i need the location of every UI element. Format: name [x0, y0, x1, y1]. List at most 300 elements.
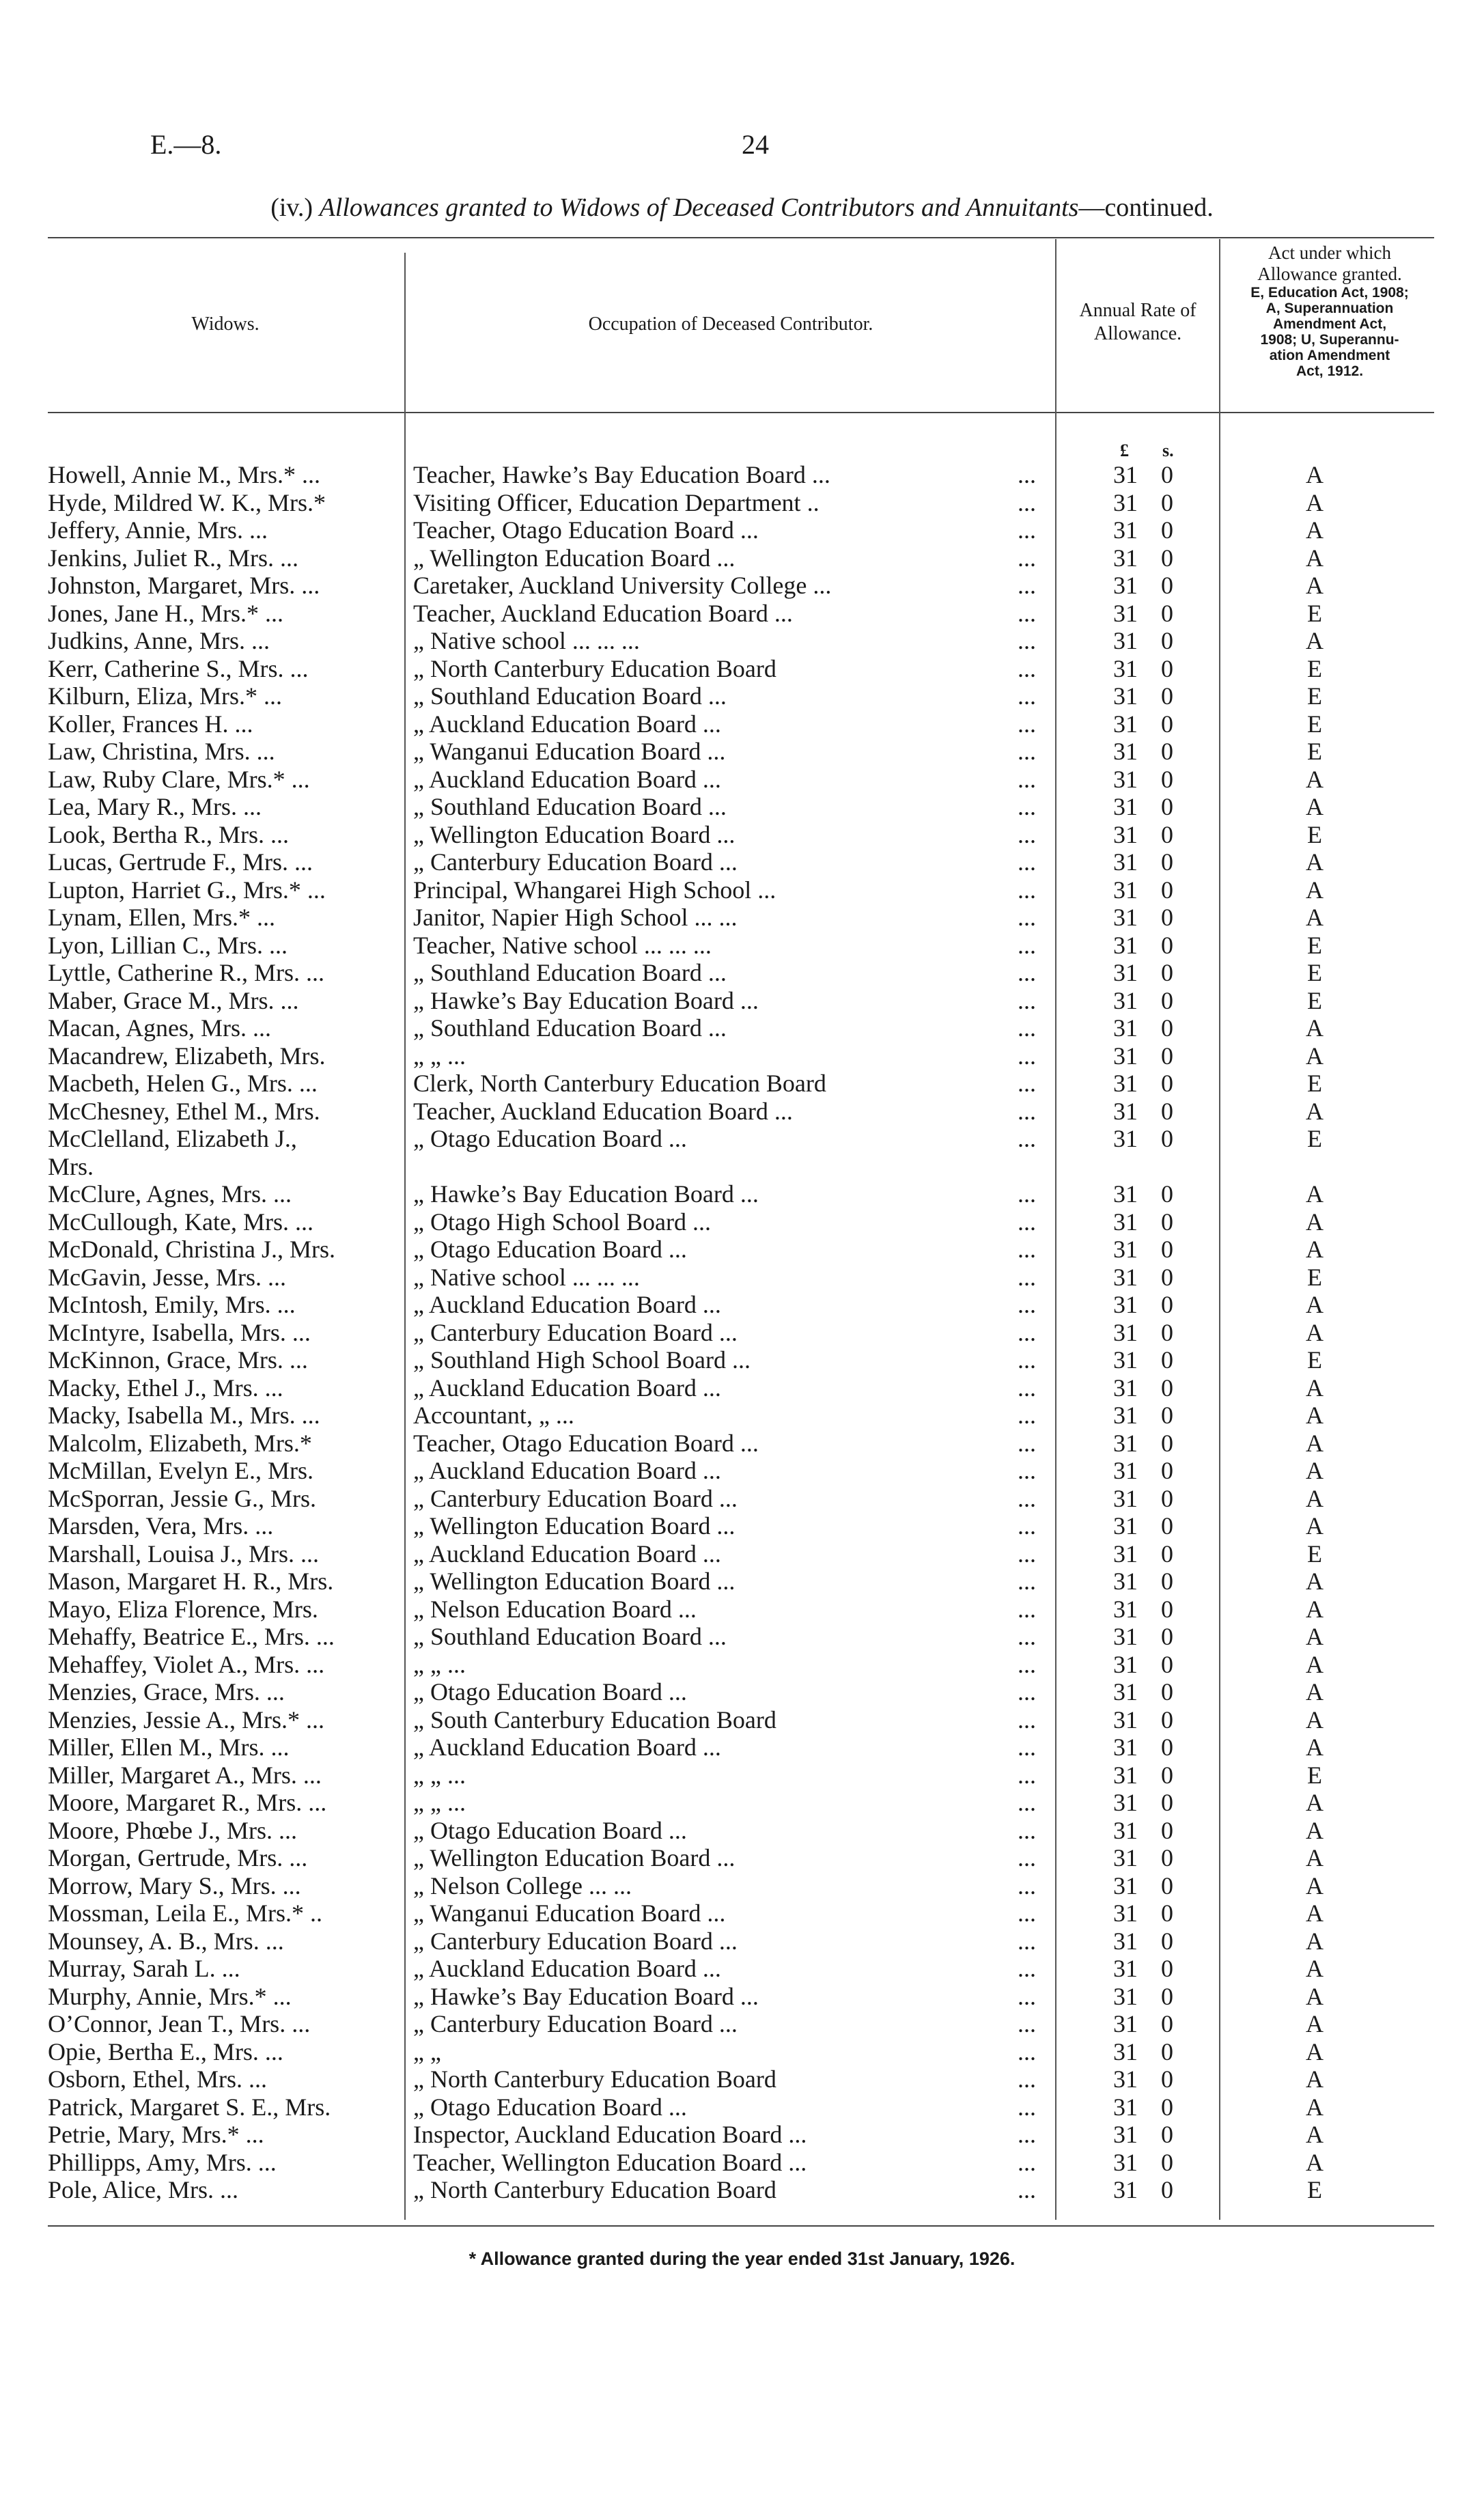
rate-shillings: 0 — [1161, 820, 1173, 848]
rate-pounds: 31 — [1113, 488, 1138, 516]
widow-name: Miller, Margaret A., Mrs. ... — [48, 1761, 322, 1789]
occupation: „ North Canterbury Education Board — [413, 2176, 776, 2203]
occupation: „ Canterbury Education Board ... — [413, 1318, 738, 1346]
unit-pound: £ — [1120, 441, 1129, 460]
widow-name: Miller, Ellen M., Mrs. ... — [48, 1733, 290, 1761]
table-row — [0, 2093, 1484, 2121]
act-code: E — [1307, 820, 1322, 848]
table-row — [0, 1291, 1484, 1318]
rate-pounds: 31 — [1113, 1678, 1138, 1705]
rate-shillings: 0 — [1161, 1014, 1173, 1042]
act-code: A — [1306, 1291, 1324, 1318]
table-row — [0, 738, 1484, 765]
act-code: E — [1307, 1761, 1322, 1789]
leader-dots: ... — [1018, 1899, 1036, 1927]
rate-shillings: 0 — [1161, 1816, 1173, 1844]
table-row — [0, 600, 1484, 627]
occupation: „ Auckland Education Board ... — [413, 1955, 721, 1982]
rate-pounds: 31 — [1113, 572, 1138, 599]
header-act-line2: Allowance granted. — [1257, 264, 1402, 284]
act-code: A — [1306, 1595, 1324, 1623]
page-number: 24 — [742, 129, 769, 160]
rate-pounds: 31 — [1113, 1789, 1138, 1816]
rate-pounds: 31 — [1113, 1650, 1138, 1678]
header-act — [1231, 242, 1429, 379]
widow-name: Lynam, Ellen, Mrs.* ... — [48, 904, 275, 931]
table-row — [0, 987, 1484, 1014]
widow-name: Look, Bertha R., Mrs. ... — [48, 820, 289, 848]
table-row — [0, 793, 1484, 820]
widow-name: Petrie, Mary, Mrs.* ... — [48, 2121, 264, 2148]
widow-name: Moore, Phœbe J., Mrs. ... — [48, 1816, 297, 1844]
widow-name: Morgan, Gertrude, Mrs. ... — [48, 1844, 308, 1871]
rate-pounds: 31 — [1113, 1733, 1138, 1761]
act-code: E — [1307, 2176, 1322, 2203]
act-code: A — [1306, 1733, 1324, 1761]
act-code: A — [1306, 1512, 1324, 1540]
widow-name: Hyde, Mildred W. K., Mrs.* — [48, 488, 326, 516]
act-code: E — [1307, 986, 1322, 1014]
widow-name: Macbeth, Helen G., Mrs. ... — [48, 1070, 318, 1097]
table-row — [0, 2038, 1484, 2065]
rate-shillings: 0 — [1161, 1512, 1173, 1540]
rate-shillings: 0 — [1161, 1540, 1173, 1568]
widow-name: McClelland, Elizabeth J., — [48, 1125, 297, 1152]
table-row — [0, 1706, 1484, 1733]
widow-name: Mossman, Leila E., Mrs.* .. — [48, 1899, 322, 1927]
occupation: „ Southland Education Board ... — [413, 793, 727, 820]
widow-name: Mounsey, A. B., Mrs. ... — [48, 1927, 284, 1955]
leader-dots: ... — [1018, 1125, 1036, 1152]
leader-dots: ... — [1018, 1623, 1036, 1650]
rate-shillings: 0 — [1161, 876, 1173, 904]
rate-shillings: 0 — [1161, 572, 1173, 599]
act-code: A — [1306, 1097, 1324, 1125]
act-code: A — [1306, 2065, 1324, 2093]
rate-shillings: 0 — [1161, 2176, 1173, 2203]
occupation: „ Nelson College ... ... — [413, 1871, 632, 1899]
table-row — [0, 848, 1484, 876]
act-code: A — [1306, 461, 1324, 488]
leader-dots: ... — [1018, 1927, 1036, 1955]
leader-dots: ... — [1018, 1042, 1036, 1070]
widow-name: McDonald, Christina J., Mrs. — [48, 1236, 335, 1263]
rate-shillings: 0 — [1161, 1374, 1173, 1402]
occupation: „ „ ... — [413, 1650, 466, 1678]
top-rule — [48, 237, 1434, 238]
widow-name: Macky, Ethel J., Mrs. ... — [48, 1374, 283, 1402]
rate-shillings: 0 — [1161, 682, 1173, 710]
occupation: „ Hawke’s Bay Education Board ... — [413, 986, 759, 1014]
rate-shillings: 0 — [1161, 1705, 1173, 1733]
rate-shillings: 0 — [1161, 904, 1173, 931]
leader-dots: ... — [1018, 1816, 1036, 1844]
rate-pounds: 31 — [1113, 516, 1138, 544]
table-row — [0, 1844, 1484, 1871]
occupation: „ Southland Education Board ... — [413, 682, 727, 710]
rate-pounds: 31 — [1113, 1402, 1138, 1429]
widow-name: Jeffery, Annie, Mrs. ... — [48, 516, 268, 544]
rate-shillings: 0 — [1161, 848, 1173, 876]
rate-shillings: 0 — [1161, 1844, 1173, 1871]
act-code: E — [1307, 1346, 1322, 1374]
act-code: A — [1306, 1678, 1324, 1705]
occupation: „ „ ... — [413, 1789, 466, 1816]
rate-pounds: 31 — [1113, 1318, 1138, 1346]
table-row — [0, 1485, 1484, 1512]
act-code: A — [1306, 1927, 1324, 1955]
act-code: A — [1306, 2121, 1324, 2148]
header-act-line6: 1908; U, Superannu- — [1260, 332, 1399, 348]
rate-pounds: 31 — [1113, 2093, 1138, 2121]
leader-dots: ... — [1018, 544, 1036, 572]
widow-name: McGavin, Jesse, Mrs. ... — [48, 1263, 286, 1291]
occupation: „ Canterbury Education Board ... — [413, 1927, 738, 1955]
rate-pounds: 31 — [1113, 544, 1138, 572]
leader-dots: ... — [1018, 1761, 1036, 1789]
rate-pounds: 31 — [1113, 820, 1138, 848]
rate-pounds: 31 — [1113, 1291, 1138, 1318]
rate-shillings: 0 — [1161, 793, 1173, 820]
header-act-line7: ation Amendment — [1269, 348, 1390, 363]
widow-name: Mehaffey, Violet A., Mrs. ... — [48, 1650, 325, 1678]
table-row — [0, 461, 1484, 488]
rate-shillings: 0 — [1161, 1650, 1173, 1678]
rate-shillings: 0 — [1161, 1623, 1173, 1650]
rate-shillings: 0 — [1161, 1733, 1173, 1761]
act-code: A — [1306, 1568, 1324, 1595]
table-row — [0, 1678, 1484, 1705]
act-code: A — [1306, 1789, 1324, 1816]
occupation: „ Hawke’s Bay Education Board ... — [413, 1180, 759, 1208]
act-code: E — [1307, 959, 1322, 986]
occupation: Visiting Officer, Education Department .. — [413, 488, 820, 516]
widow-name: O’Connor, Jean T., Mrs. ... — [48, 2010, 311, 2037]
act-code: A — [1306, 1042, 1324, 1070]
table-row — [0, 1761, 1484, 1789]
rate-shillings: 0 — [1161, 654, 1173, 682]
occupation: „ Otago Education Board ... — [413, 1816, 687, 1844]
bottom-rule — [48, 2225, 1434, 2227]
rate-pounds: 31 — [1113, 1070, 1138, 1097]
rate-shillings: 0 — [1161, 1180, 1173, 1208]
occupation: „ Auckland Education Board ... — [413, 1374, 721, 1402]
widow-name: Lupton, Harriet G., Mrs.* ... — [48, 876, 326, 904]
rate-pounds: 31 — [1113, 682, 1138, 710]
rate-pounds: 31 — [1113, 1871, 1138, 1899]
act-code: E — [1307, 931, 1322, 959]
rate-shillings: 0 — [1161, 1457, 1173, 1484]
table-row — [0, 1512, 1484, 1540]
widow-name: Koller, Frances H. ... — [48, 710, 253, 738]
table-row — [0, 2149, 1484, 2176]
leader-dots: ... — [1018, 1789, 1036, 1816]
rate-pounds: 31 — [1113, 1097, 1138, 1125]
leader-dots: ... — [1018, 1982, 1036, 2010]
occupation: „ Wellington Education Board ... — [413, 820, 736, 848]
widow-name: Morrow, Mary S., Mrs. ... — [48, 1871, 301, 1899]
act-code: A — [1306, 1429, 1324, 1457]
act-code: A — [1306, 2093, 1324, 2121]
table-row — [0, 1180, 1484, 1208]
rate-shillings: 0 — [1161, 1429, 1173, 1457]
occupation: Caretaker, Auckland University College ... — [413, 572, 832, 599]
leader-dots: ... — [1018, 931, 1036, 959]
rate-pounds: 31 — [1113, 959, 1138, 986]
header-act-line5: Amendment Act, — [1272, 316, 1387, 332]
rate-pounds: 31 — [1113, 1014, 1138, 1042]
leader-dots: ... — [1018, 1955, 1036, 1982]
rate-shillings: 0 — [1161, 2093, 1173, 2121]
table-row — [0, 1042, 1484, 1070]
widow-name: Lucas, Gertrude F., Mrs. ... — [48, 848, 313, 876]
table-row — [0, 1319, 1484, 1346]
rate-pounds: 31 — [1113, 2010, 1138, 2037]
table-row — [0, 710, 1484, 738]
rate-shillings: 0 — [1161, 2010, 1173, 2037]
widow-name: McChesney, Ethel M., Mrs. — [48, 1097, 320, 1125]
table-row — [0, 1872, 1484, 1899]
occupation: Janitor, Napier High School ... ... — [413, 904, 738, 931]
widow-name: Law, Christina, Mrs. ... — [48, 738, 275, 765]
leader-dots: ... — [1018, 710, 1036, 738]
header-rate — [1057, 299, 1218, 346]
occupation: Teacher, Hawke’s Bay Education Board ... — [413, 461, 830, 488]
leader-dots: ... — [1018, 1097, 1036, 1125]
rate-pounds: 31 — [1113, 2148, 1138, 2176]
occupation: Teacher, Otago Education Board ... — [413, 1429, 759, 1457]
table-row — [0, 2176, 1484, 2203]
rate-shillings: 0 — [1161, 738, 1173, 765]
rate-pounds: 31 — [1113, 1568, 1138, 1595]
rate-shillings: 0 — [1161, 488, 1173, 516]
leader-dots: ... — [1018, 1263, 1036, 1291]
table-row — [0, 876, 1484, 904]
leader-dots: ... — [1018, 2037, 1036, 2065]
occupation: „ Auckland Education Board ... — [413, 1291, 721, 1318]
leader-dots: ... — [1018, 1429, 1036, 1457]
table-row — [0, 544, 1484, 572]
table-row — [0, 682, 1484, 710]
rate-pounds: 31 — [1113, 1816, 1138, 1844]
occupation: „ Canterbury Education Board ... — [413, 2010, 738, 2037]
leader-dots: ... — [1018, 1346, 1036, 1374]
widow-name: Jenkins, Juliet R., Mrs. ... — [48, 544, 299, 572]
rate-shillings: 0 — [1161, 1789, 1173, 1816]
leader-dots: ... — [1018, 959, 1036, 986]
rate-pounds: 31 — [1113, 1346, 1138, 1374]
rate-shillings: 0 — [1161, 627, 1173, 654]
occupation: „ South Canterbury Education Board — [413, 1705, 776, 1733]
rate-shillings: 0 — [1161, 1595, 1173, 1623]
rate-pounds: 31 — [1113, 1484, 1138, 1512]
act-code: A — [1306, 516, 1324, 544]
table-row — [0, 1568, 1484, 1595]
caption-suffix: —continued. — [1078, 193, 1214, 222]
rate-shillings: 0 — [1161, 461, 1173, 488]
widow-name: Macky, Isabella M., Mrs. ... — [48, 1402, 320, 1429]
table-row — [0, 1430, 1484, 1457]
act-code: A — [1306, 2037, 1324, 2065]
rate-pounds: 31 — [1113, 1927, 1138, 1955]
leader-dots: ... — [1018, 1733, 1036, 1761]
table-row — [0, 489, 1484, 516]
occupation: „ Nelson Education Board ... — [413, 1595, 697, 1623]
leader-dots: ... — [1018, 765, 1036, 793]
act-code: A — [1306, 1014, 1324, 1042]
occupation: Teacher, Native school ... ... ... — [413, 931, 712, 959]
act-code: A — [1306, 1955, 1324, 1982]
leader-dots: ... — [1018, 682, 1036, 710]
leader-dots: ... — [1018, 2121, 1036, 2148]
rate-shillings: 0 — [1161, 1097, 1173, 1125]
page-id: E.—8. — [150, 129, 222, 160]
occupation: Teacher, Auckland Education Board ... — [413, 1097, 793, 1125]
rate-pounds: 31 — [1113, 1429, 1138, 1457]
act-code: A — [1306, 1871, 1324, 1899]
rate-shillings: 0 — [1161, 959, 1173, 986]
rate-shillings: 0 — [1161, 599, 1173, 627]
occupation: „ Auckland Education Board ... — [413, 1733, 721, 1761]
leader-dots: ... — [1018, 654, 1036, 682]
table-caption — [0, 193, 1484, 223]
occupation: „ Southland High School Board ... — [413, 1346, 751, 1374]
occupation: „ Southland Education Board ... — [413, 959, 727, 986]
rate-pounds: 31 — [1113, 1236, 1138, 1263]
rate-pounds: 31 — [1113, 1540, 1138, 1568]
widow-name: Mehaffy, Beatrice E., Mrs. ... — [48, 1623, 335, 1650]
leader-dots: ... — [1018, 986, 1036, 1014]
occupation: „ Native school ... ... ... — [413, 627, 640, 654]
rate-shillings: 0 — [1161, 1955, 1173, 1982]
leader-dots: ... — [1018, 904, 1036, 931]
rate-pounds: 31 — [1113, 627, 1138, 654]
act-code: A — [1306, 1844, 1324, 1871]
occupation: „ North Canterbury Education Board — [413, 654, 776, 682]
table-row — [0, 1236, 1484, 1263]
leader-dots: ... — [1018, 820, 1036, 848]
widow-name: Osborn, Ethel, Mrs. ... — [48, 2065, 267, 2093]
rate-shillings: 0 — [1161, 2148, 1173, 2176]
table-row — [0, 1733, 1484, 1761]
widow-name: Marshall, Louisa J., Mrs. ... — [48, 1540, 319, 1568]
widow-name-continuation: Mrs. — [48, 1152, 94, 1180]
act-code: A — [1306, 876, 1324, 904]
act-code: A — [1306, 572, 1324, 599]
rate-shillings: 0 — [1161, 1070, 1173, 1097]
act-code: A — [1306, 848, 1324, 876]
leader-dots: ... — [1018, 2093, 1036, 2121]
act-code: A — [1306, 1402, 1324, 1429]
table-row — [0, 1125, 1484, 1152]
rate-pounds: 31 — [1113, 2037, 1138, 2065]
table-row — [0, 655, 1484, 682]
occupation: „ Wellington Education Board ... — [413, 1512, 736, 1540]
act-code: A — [1306, 1899, 1324, 1927]
act-code: A — [1306, 2010, 1324, 2037]
widow-name: Kerr, Catherine S., Mrs. ... — [48, 654, 309, 682]
rate-shillings: 0 — [1161, 1761, 1173, 1789]
widow-name: Lyttle, Catherine R., Mrs. ... — [48, 959, 324, 986]
rate-pounds: 31 — [1113, 710, 1138, 738]
occupation: Inspector, Auckland Education Board ... — [413, 2121, 807, 2148]
rate-pounds: 31 — [1113, 1623, 1138, 1650]
rate-pounds: 31 — [1113, 793, 1138, 820]
rate-shillings: 0 — [1161, 1899, 1173, 1927]
act-code: E — [1307, 682, 1322, 710]
occupation: „ Canterbury Education Board ... — [413, 1484, 738, 1512]
widow-name: Murphy, Annie, Mrs.* ... — [48, 1982, 292, 2010]
rate-shillings: 0 — [1161, 1208, 1173, 1236]
widow-name: Pole, Alice, Mrs. ... — [48, 2176, 238, 2203]
act-code: A — [1306, 1208, 1324, 1236]
occupation: „ Southland Education Board ... — [413, 1623, 727, 1650]
occupation: „ Southland Education Board ... — [413, 1014, 727, 1042]
occupation: „ „ ... — [413, 1761, 466, 1789]
occupation: Accountant, „ ... — [413, 1402, 574, 1429]
rate-pounds: 31 — [1113, 1595, 1138, 1623]
leader-dots: ... — [1018, 599, 1036, 627]
table-row — [0, 1014, 1484, 1042]
widow-name: Malcolm, Elizabeth, Mrs.* — [48, 1429, 312, 1457]
act-code: A — [1306, 1623, 1324, 1650]
table-row — [0, 1070, 1484, 1097]
leader-dots: ... — [1018, 488, 1036, 516]
rate-pounds: 31 — [1113, 931, 1138, 959]
widow-name: Lea, Mary R., Mrs. ... — [48, 793, 262, 820]
rate-pounds: 31 — [1113, 738, 1138, 765]
widow-name: Mayo, Eliza Florence, Mrs. — [48, 1595, 318, 1623]
widow-name: Mason, Margaret H. R., Mrs. — [48, 1568, 334, 1595]
table-row — [0, 904, 1484, 931]
rate-shillings: 0 — [1161, 1402, 1173, 1429]
act-code: A — [1306, 1982, 1324, 2010]
rate-pounds: 31 — [1113, 904, 1138, 931]
leader-dots: ... — [1018, 1650, 1036, 1678]
act-code: E — [1307, 710, 1322, 738]
rate-pounds: 31 — [1113, 1982, 1138, 2010]
table-row — [0, 572, 1484, 599]
table-row — [0, 932, 1484, 959]
leader-dots: ... — [1018, 1568, 1036, 1595]
table-row — [0, 1374, 1484, 1402]
table-row — [0, 1457, 1484, 1484]
occupation: „ Wanganui Education Board ... — [413, 1899, 726, 1927]
rate-pounds: 31 — [1113, 1263, 1138, 1291]
header-rate-line2: Allowance. — [1093, 323, 1182, 344]
caption-title: Allowances granted to Widows of Deceased Contributors and Annuitants — [319, 193, 1079, 222]
act-code: A — [1306, 488, 1324, 516]
widow-name: Opie, Bertha E., Mrs. ... — [48, 2037, 283, 2065]
rate-shillings: 0 — [1161, 1346, 1173, 1374]
rate-shillings: 0 — [1161, 931, 1173, 959]
act-code: E — [1307, 654, 1322, 682]
table-row — [0, 2121, 1484, 2148]
rate-shillings: 0 — [1161, 1982, 1173, 2010]
occupation: Principal, Whangarei High School ... — [413, 876, 776, 904]
widow-name: Law, Ruby Clare, Mrs.* ... — [48, 765, 310, 793]
leader-dots: ... — [1018, 1236, 1036, 1263]
widow-name: McSporran, Jessie G., Mrs. — [48, 1484, 316, 1512]
table-row — [0, 821, 1484, 848]
act-code: E — [1307, 738, 1322, 765]
rate-shillings: 0 — [1161, 1318, 1173, 1346]
table-row — [0, 2010, 1484, 2037]
table-row — [0, 1927, 1484, 1955]
header-occupation: Occupation of Deceased Contributor. — [588, 314, 873, 335]
leader-dots: ... — [1018, 1070, 1036, 1097]
leader-dots: ... — [1018, 738, 1036, 765]
